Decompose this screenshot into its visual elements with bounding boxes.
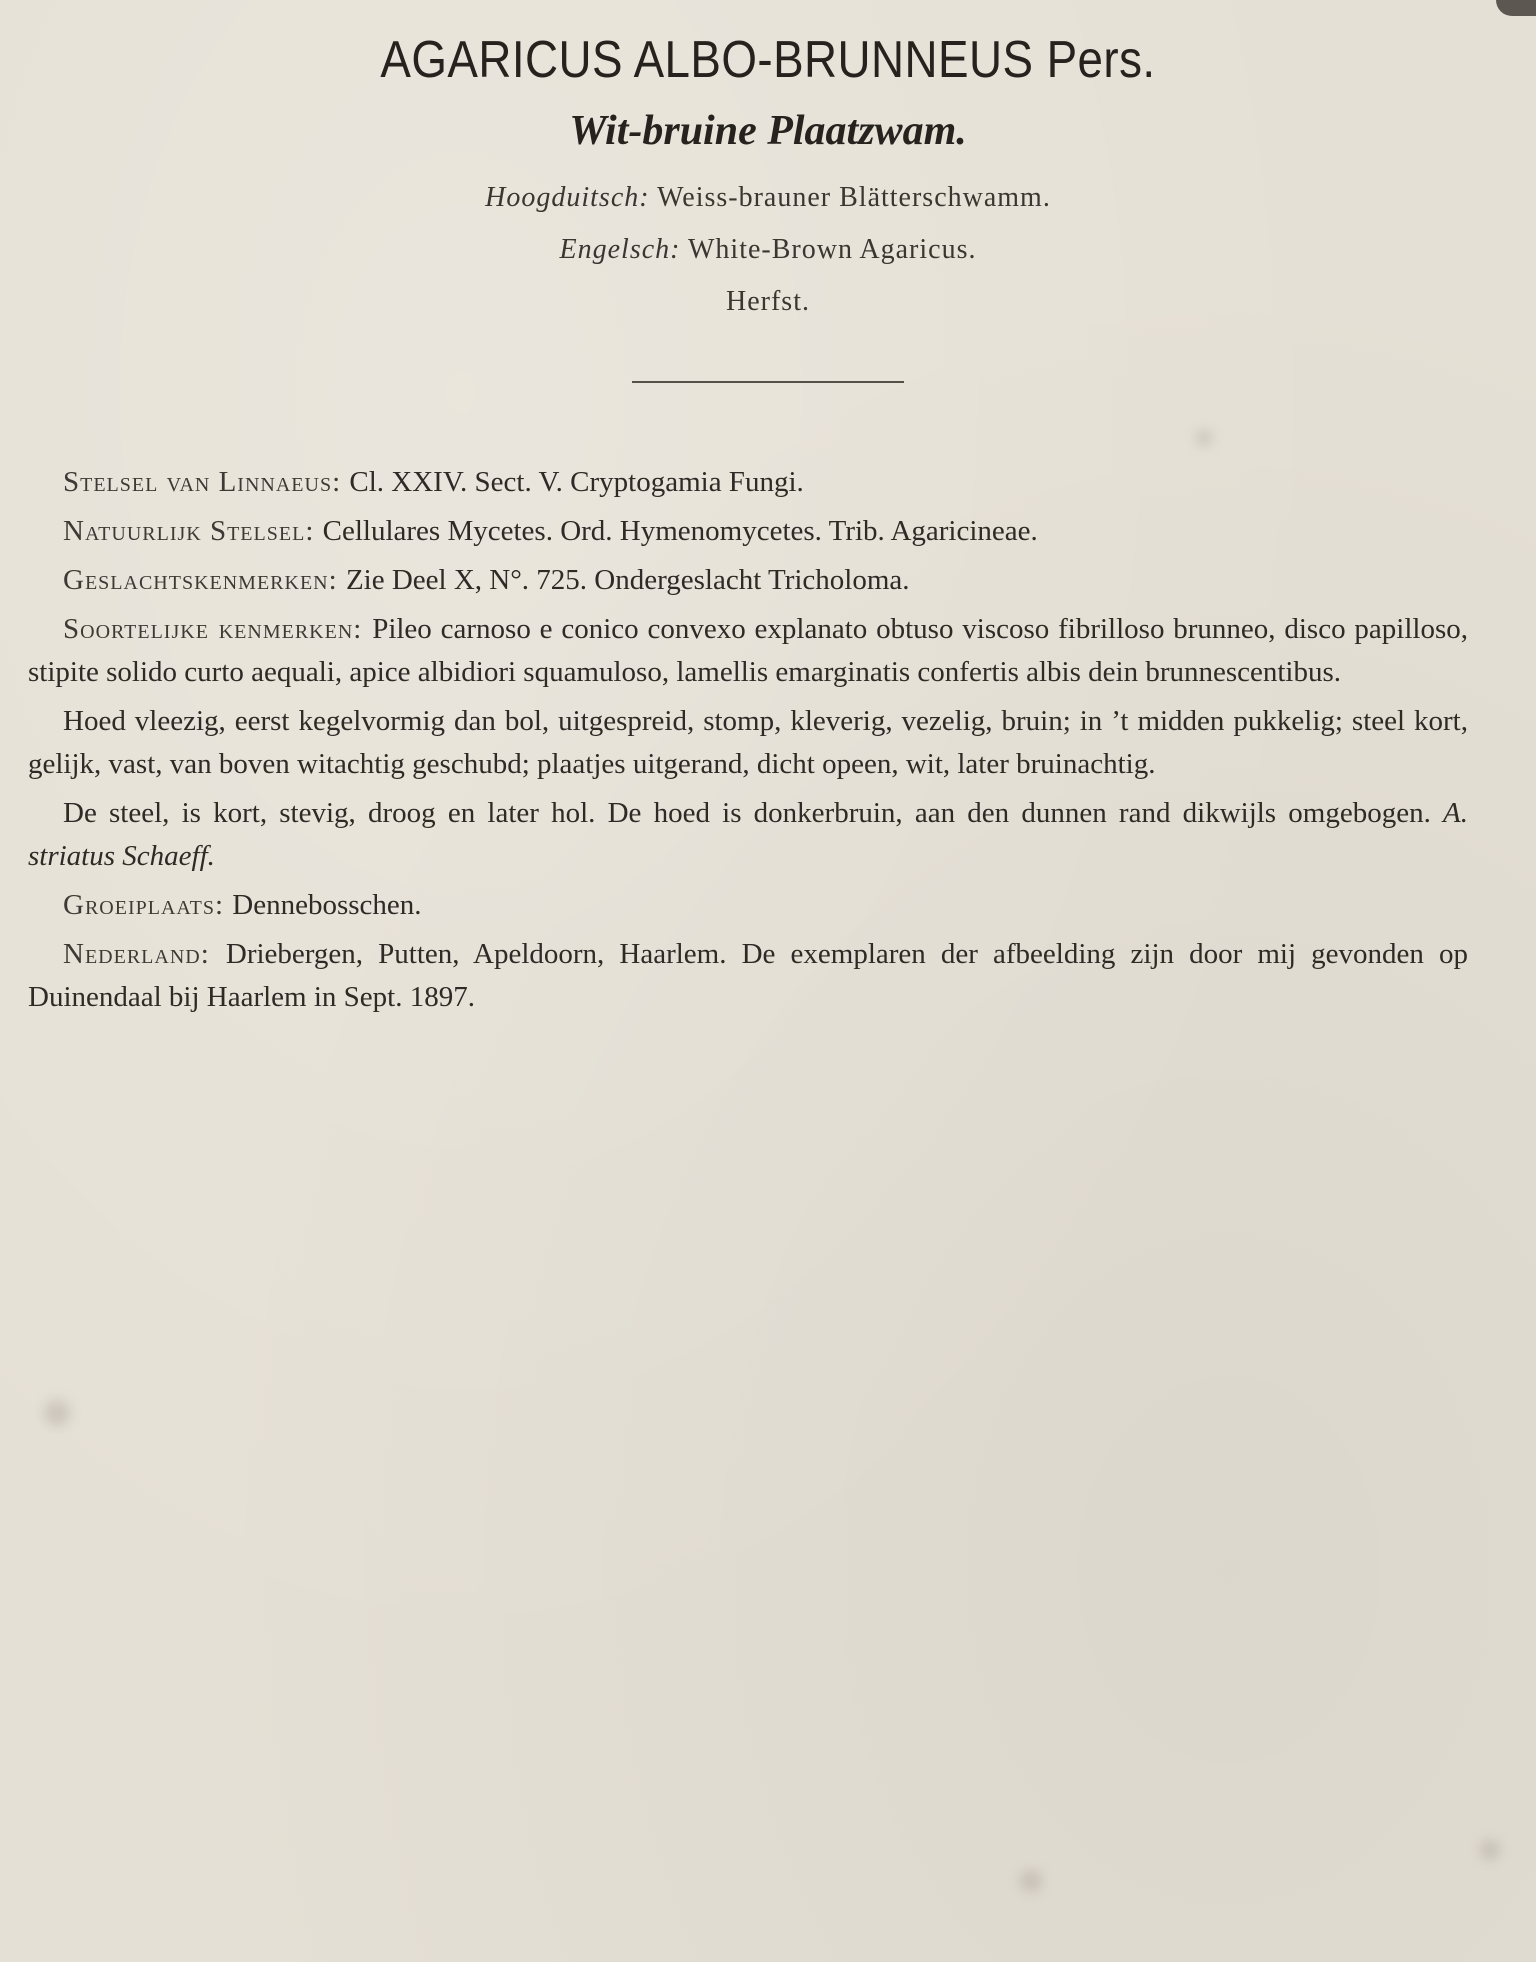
paper-spot [44,1400,70,1426]
notes-text: De steel, is kort, stevig, droog en later hol. De hoed is donkerbruin, aan den dunnen rand dikwijls omgebogen. [63,797,1431,829]
paper-spot [1480,1840,1500,1860]
habitat-label: Groeiplaats [63,889,215,921]
netherlands-section: Nederland: Driebergen, Putten, Apeldoorn, Haarlem. De exemplaren der afbeelding zijn door mij gevonden op Duinendaal bij Haarlem in Sept. 1897. [28,938,1468,1013]
german-name-line [0,182,1536,214]
english-name-line [0,234,1536,266]
description-text: Hoed vleezig, eerst kegelvormig dan bol, uitgespreid, stomp, kleverig, vezelig, bruin; in ’t midden pukkelig; steel kort, gelijk, vast, van boven witachtig geschubd; plaatjes uitgerand, dicht opeen, wit, later bruinachtig. [28,705,1468,780]
german-name: Weiss-brauner Blätterschwamm. [657,182,1051,213]
paper-spot [1196,430,1212,446]
natural-system-text: Cellulares Mycetes. Ord. Hymenomycetes. Trib. Agaricineae. [322,515,1038,547]
german-label: Hoogduitsch: [485,182,650,213]
species-text: Pileo carnoso e conico convexo explanato obtuso viscoso fibrilloso brunneo, disco papilloso, stipite solido curto aequali, apice albidiori squamuloso, lamellis emarginatis confertis albis dein brunnescentibus. [28,613,1468,688]
title-dutch: Wit-bruine Plaatzwam. [569,108,967,154]
habitat-text: Dennebosschen. [232,889,422,921]
linnaeus-text: Cl. XXIV. Sect. V. Cryptogamia Fungi. [349,466,804,498]
english-name: White-Brown Agaricus. [687,234,977,265]
species-section: Soortelijke kenmerken: Pileo carnoso e conico convexo explanato obtuso viscoso fibrilloso brunneo, disco papilloso, stipite solido curto aequali, apice albidiori squamuloso, lamellis emarginatis confertis albis dein brunnescentibus. [28,613,1468,688]
notes-paragraph [28,792,1468,878]
synonym-text: A. striatus Schaeff. [28,797,1469,872]
page-corner-mark [1496,0,1536,16]
linnaeus-label: Stelsel van Linnaeus [63,466,333,498]
genus-label: Geslachtskenmerken [63,564,329,596]
english-label: Engelsch: [559,234,681,265]
species-label: Soortelijke kenmerken [63,613,354,645]
natural-system-label: Natuurlijk Stelsel [63,515,306,547]
paper-spot [1020,1870,1042,1892]
netherlands-text: Driebergen, Putten, Apeldoorn, Haarlem. De exemplaren der afbeelding zijn door mij gevonden op Duinendaal bij Haarlem in Sept. 1897. [28,938,1468,1013]
season: Herfst. [726,286,810,317]
description-paragraph [28,700,1468,786]
body-text [28,461,1468,1025]
title-divider [632,381,904,383]
netherlands-label: Nederland [63,938,201,970]
genus-section: Geslachtskenmerken: Zie Deel X, N°. 725. Ondergeslacht Tricholoma. [63,564,910,596]
habitat-section: Groeiplaats: Dennebosschen. [63,889,422,921]
title-latin: AGARICUS ALBO-BRUNNEUS Pers. [380,31,1156,89]
natural-system-section: Natuurlijk Stelsel: Cellulares Mycetes. Ord. Hymenomycetes. Trib. Agaricineae. [63,515,1038,547]
linnaeus-section: Stelsel van Linnaeus: Cl. XXIV. Sect. V. Cryptogamia Fungi. [63,466,804,498]
genus-text: Zie Deel X, N°. 725. Ondergeslacht Tricholoma. [345,564,910,596]
